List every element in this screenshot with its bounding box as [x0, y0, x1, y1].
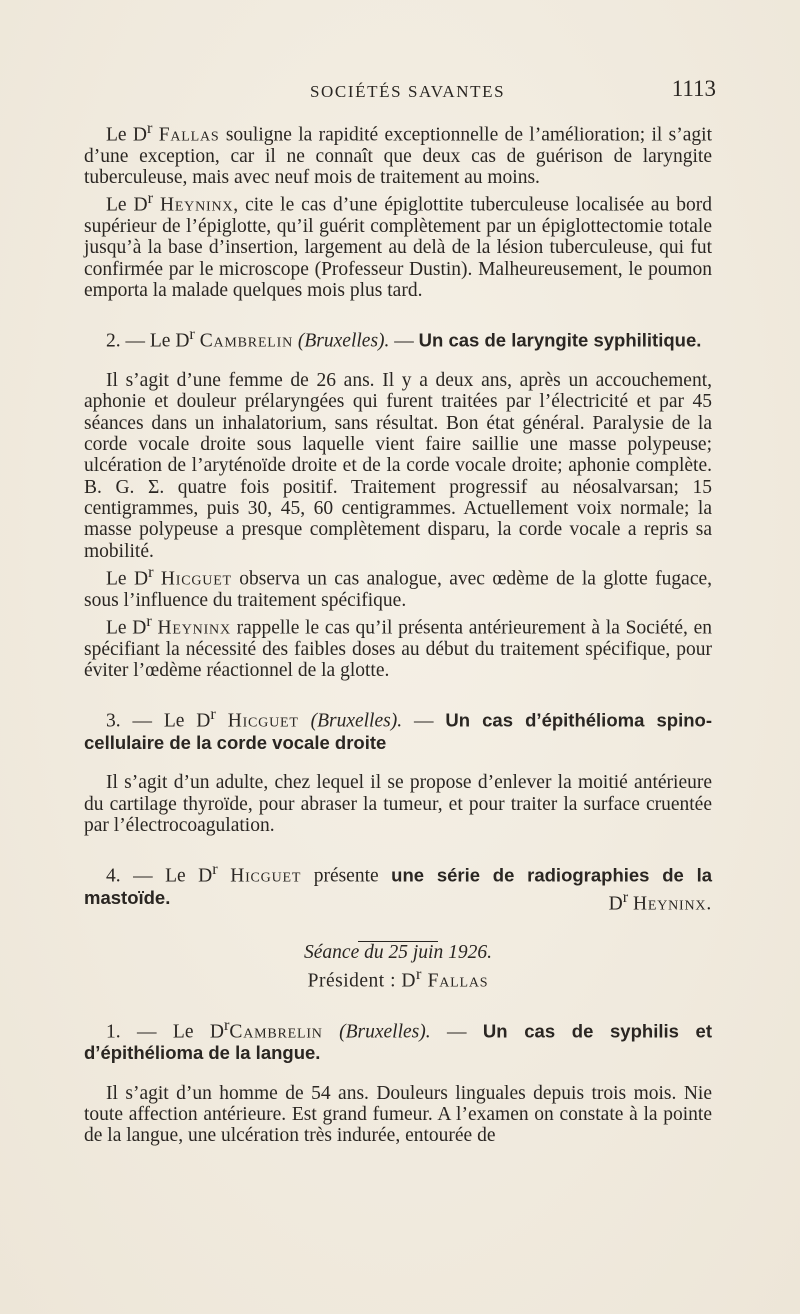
paragraph-heyninx-comment: Le $D^r$ Heyninx, cite le cas d’une épiglottite tuberculeuse localisée au bord supérieur de l’épiglotte, qu’il guérit complètement par un épiglottectomie totale jusqu’à la base d’insertion, largement au delà de la lésion tuberculeuse, qui fut confirmée par le microscope (Professeur Dustin). Malheureusement, le poumon emporta la malade quelques mois plus tard. — [84, 189, 712, 302]
section-3-heading: 3. — Le $D^r$ Hicguet (Bruxelles). — Un cas d’épithélioma spino-cellulaire de la corde vocale droite — [84, 705, 712, 754]
paragraph-fallas-comment: Le $D^r$ Fallas souligne la rapidité exceptionnelle de l’amélioration; il s’agit d’une exception, car il ne connaît que deux cas de guérison de laryngite tuberculeuse, mais avec neuf mois de traitement au moins. — [84, 119, 712, 189]
paragraph-man-case: Il s’agit d’un homme de 54 ans. Douleurs linguales depuis trois mois. Nie toute affection antérieure. Est grand fumeur. A l’examen on constate à la pointe de la langue, une ulcération très indurée, entourée de — [84, 1082, 712, 1147]
paragraph-hicguet-comment: Le $D^r$ Hicguet observa un cas analogue, avec œdème de la glotte fugace, sous l’influence du traitement spécifique. — [84, 562, 712, 611]
session-date: Séance du 25 juin 1926. — [304, 942, 492, 964]
running-title: SOCIÉTÉS SAVANTES — [310, 82, 506, 101]
session-president: Président : $D^r$ Fallas — [307, 964, 489, 992]
signature: $D^r$ Heyninx. — [608, 888, 712, 915]
page-header — [84, 74, 716, 106]
section-4-heading: 4. — Le $D^r$ Hicguet présente une série de radiographies de la mastoïde. $D^r$ Heyninx. — [84, 860, 713, 915]
section-2-heading: 2. — Le $D^r$ Cambrelin (Bruxelles). — Un cas de laryngite syphilitique. — [106, 325, 702, 352]
page-number: 1113 — [671, 76, 716, 101]
paragraph-heyninx-reminder: Le $D^r$ Heyninx rappelle le cas qu’il présenta antérieurement à la Société, en spécifiant la nécessité des faibles doses au début du traitement spécifique, pour éviter l’œdème réactionnel de la glotte. — [84, 611, 712, 682]
section-1-heading: 1. — Le $D^rCambrelin$ (Bruxelles). — Un cas de syphilis et d’épithélioma de la langue. — [84, 1015, 713, 1064]
paragraph-case-description: Il s’agit d’une femme de 26 ans. Il y a deux ans, après un accouchement, aphonie et douleur prélaryngées qui furent traitées par l’électricité et par 45 séances dans un inhalatorium, sans résultat. Bon état général. Paralysie de la corde vocale droite sous laquelle vient faire saillie une masse polypeuse; ulcération de l’aryténoïde droite et de la corde vocale droite; aphonie complète. B. G. Σ. quatre fois positif. Traitement progressif au néosalvarsan; 15 centigrammes, puis 30, 45, 60 centigrammes. Actuellement voix normale; la masse polypeuse a presque complètement disparu, la corde vocale a repris sa mobilité. — [84, 370, 712, 562]
paragraph-adult-case: Il s’agit d’un adulte, chez lequel il se propose d’enlever la moitié antérieure du cartilage thyroïde, pour abraser la tumeur, et pour traiter la surface cruentée par l’électrocoagulation. — [84, 772, 712, 837]
page-body — [84, 118, 712, 1146]
